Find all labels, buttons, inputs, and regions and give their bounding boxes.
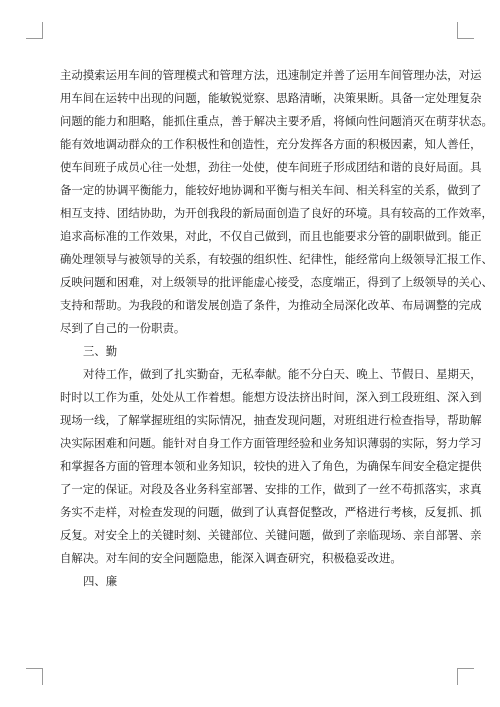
text-line: 主动摸索运用车间的管理模式和管理方法，迅速制定并善了运用车间管理办法，对运	[60, 68, 482, 82]
crop-mark-bottom-left	[26, 668, 43, 685]
text-line: 使车间班子成员心往一处想，劲往一处使，使车间班子形成团结和谐的良好局面。具	[60, 160, 482, 174]
section-heading: 四、廉	[83, 574, 118, 588]
text-line: 务实不走样，对检查发现的问题，做到了认真督促整改，严格进行考核，反复抓、抓	[60, 505, 482, 519]
text-line: 决实际困难和问题。能针对自身工作方面管理经验和业务知识薄弱的实际，努力学习	[60, 436, 482, 450]
text-line: 了一定的保证。对段及各业务科室部署、安排的工作，做到了一丝不苟抓落实，求真	[60, 482, 482, 496]
text-line: 和掌握各方面的管理本领和业务知识，较快的进入了角色，为确保车间安全稳定提供	[60, 459, 482, 473]
crop-mark-bottom-right	[457, 668, 474, 685]
text-line: 相互支持、团结协助，为开创我段的新局面创造了良好的环境。具有较高的工作效率，	[60, 206, 493, 220]
section-heading: 三、勤	[83, 344, 118, 358]
text-line: 问题的能力和胆略，能抓住重点，善于解决主要矛盾，将倾向性问题消灭在萌芽状态。	[60, 114, 493, 128]
text-line: 追求高标准的工作效果，对此，不仅自己做到，而且也能要求分管的副职做到。能正	[60, 229, 482, 243]
text-line: 反映问题和困难，对上级领导的批评能虚心接受，态度端正，得到了上级领导的关心、	[60, 275, 493, 289]
text-line: 确处理领导与被领导的关系，有较强的组织性、纪律性，能经常向上级领导汇报工作、	[60, 252, 493, 266]
text-line: 对待工作，做到了扎实勤奋，无私奉献。能不分白天、晚上、节假日、星期天，	[83, 367, 482, 381]
text-line: 备一定的协调平衡能力，能较好地协调和平衡与相关车间、相关科室的关系，做到了	[60, 183, 482, 197]
text-line: 尽到了自己的一份职责。	[60, 321, 186, 335]
crop-mark-top-right	[457, 22, 474, 39]
crop-mark-top-left	[26, 22, 43, 39]
text-line: 时时以工作为重，处处从工作着想。能想方设法挤出时间，深入到工段班组、深入到	[60, 390, 482, 404]
text-line: 反复。对安全上的关键时刻、关键部位、关键问题，做到了亲临现场、亲自部署、亲	[60, 528, 482, 542]
text-line: 现场一线，了解掌握班组的实际情况，抽查发现问题，对班组进行检查指导，帮助解	[60, 413, 482, 427]
text-line: 支持和帮助。为我段的和谐发展创造了条件，为推动全局深化改革、布局调整的完成	[60, 298, 482, 312]
text-line: 能有效地调动群众的工作积极性和创造性，充分发挥各方面的积极因素，知人善任，	[60, 137, 482, 151]
text-line: 用车间在运转中出现的问题，能敏锐觉察、思路清晰，决策果断。具备一定处理复杂	[60, 91, 482, 105]
document-body	[60, 64, 493, 593]
text-line: 自解决。对车间的安全问题隐患，能深入调查研究，积极稳妥改进。	[60, 551, 402, 565]
